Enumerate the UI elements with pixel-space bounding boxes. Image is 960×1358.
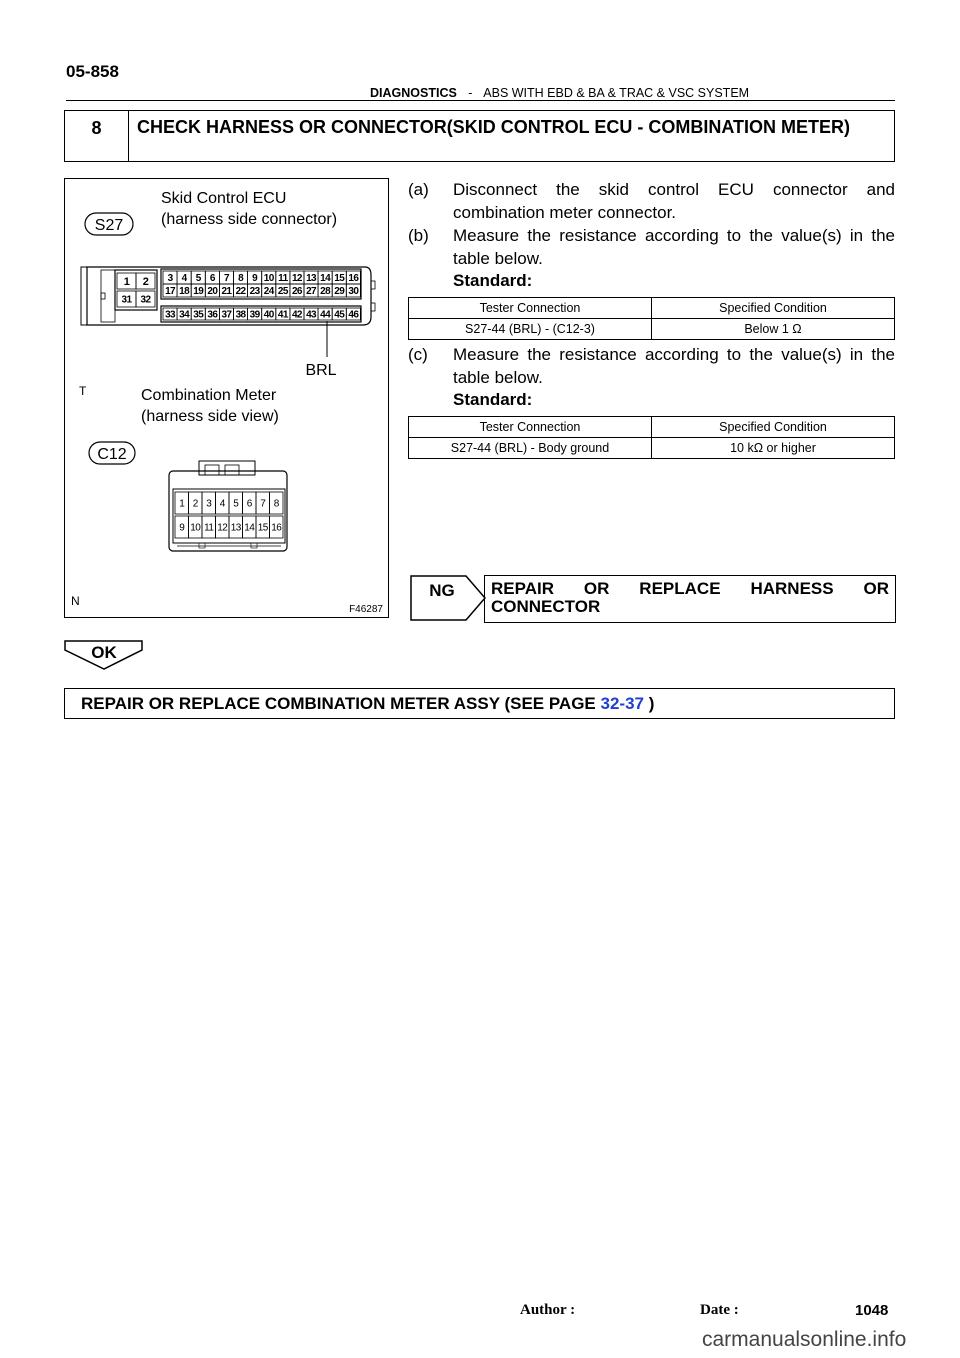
table-header-row (409, 417, 895, 438)
table-cell: 10 kΩ or higher (652, 438, 895, 459)
connector-pin-number: 8 (273, 498, 279, 510)
ng-label: NG (429, 581, 455, 600)
table-cell: S27-44 (BRL) - Body ground (409, 438, 652, 459)
connector-pin-number: 28 (320, 286, 331, 298)
connector-pin-number: 11 (278, 273, 288, 285)
page-number: 05-858 (66, 62, 119, 81)
connector-pin-number: 12 (217, 522, 228, 534)
final-action-box (64, 688, 895, 719)
connector-pin-number: 14 (320, 273, 331, 285)
ecu-code: S27 (94, 217, 124, 234)
stray-mark-n: N (71, 594, 80, 608)
meter-label-line1: Combination Meter (141, 387, 277, 404)
connector-pin-number: 39 (249, 309, 260, 321)
connector-pin-number: 7 (223, 273, 229, 285)
final-action-label: REPAIR OR REPLACE COMBINATION METER ASSY (SEE PAGE (81, 694, 596, 713)
header-section: DIAGNOSTICS (370, 86, 457, 100)
header-subsection: ABS WITH EBD & BA & TRAC & VSC SYSTEM (483, 86, 750, 100)
connector-pin-number: 32 (140, 294, 151, 306)
connector-pin-number: 25 (277, 286, 288, 298)
connector-pin-number: 6 (209, 273, 215, 285)
ok-result-tag (64, 640, 144, 670)
ok-label: OK (91, 643, 117, 662)
instruction-text: Measure the resistance according to the value(s) in the table below. (453, 226, 895, 268)
connector-diagram (65, 179, 388, 617)
connector-pin-number: 45 (334, 309, 345, 321)
instruction-a (408, 178, 898, 226)
connector-pin-number: 2 (142, 275, 149, 288)
connector-pin-number: 9 (179, 522, 185, 534)
connector-pin-number: 14 (244, 522, 255, 534)
final-action-close: ) (648, 694, 655, 713)
table-header-cell: Specified Condition (652, 298, 895, 319)
connector-pin-number: 11 (204, 522, 214, 534)
connector-pin-number: 26 (291, 286, 302, 298)
spec-table-2 (408, 416, 895, 459)
connector-pin-number: 15 (257, 522, 268, 534)
instruction-text: Measure the resistance according to the value(s) in the table below. (453, 345, 895, 387)
instruction-text: Disconnect the skid control ECU connector and combination meter connector. (453, 180, 895, 222)
connector-figure (64, 178, 389, 618)
header-title (370, 86, 749, 100)
instruction-label: (c) (408, 345, 428, 364)
connector-pin-number: 4 (219, 498, 225, 510)
ecu-label-line1: Skid Control ECU (161, 190, 287, 207)
table-row (409, 319, 895, 340)
connector-pin-number: 23 (249, 286, 260, 298)
step-title: CHECK HARNESS OR CONNECTOR(SKID CONTROL ECU - COMBINATION METER) (137, 117, 851, 137)
connector-pin-number: 17 (165, 286, 176, 298)
wire-label-brl: BRL (305, 362, 337, 379)
connector-pin-number: 46 (348, 309, 359, 321)
connector-pin-number: 24 (263, 286, 274, 298)
connector-pin-number: 5 (233, 498, 239, 510)
connector-pin-number: 21 (221, 286, 232, 298)
connector-pin-number: 8 (238, 273, 244, 285)
page-reference-link[interactable]: 32-37 (600, 694, 644, 713)
final-action-text (81, 694, 654, 714)
meter-connector (169, 461, 287, 551)
connector-pin-number: 43 (306, 309, 317, 321)
connector-pin-number: 3 (167, 273, 173, 285)
connector-pin-number: 10 (263, 273, 274, 285)
connector-pin-number: 36 (207, 309, 218, 321)
connector-pin-number: 42 (291, 309, 302, 321)
watermark: carmanualsonline.info (702, 1328, 907, 1351)
connector-pin-number: 9 (252, 273, 258, 285)
ng-result-tag (410, 575, 490, 621)
connector-pin-number: 31 (121, 294, 132, 306)
table-cell: S27-44 (BRL) - (C12-3) (409, 319, 652, 340)
header-rule (66, 100, 895, 101)
instruction-c (408, 343, 898, 391)
connector-pin-number: 19 (193, 286, 204, 298)
connector-pin-number: 10 (190, 522, 201, 534)
meter-label-line2: (harness side view) (141, 408, 279, 425)
connector-pin-number: 6 (246, 498, 252, 510)
connector-pin-number: 4 (181, 273, 187, 285)
connector-pin-number: 44 (320, 309, 331, 321)
step-number: 8 (65, 111, 129, 161)
figure-id: F46287 (349, 604, 383, 615)
instruction-label: (a) (408, 180, 429, 199)
connector-pin-number: 13 (230, 522, 241, 534)
ng-action-text: REPAIR OR REPLACE HARNESS OR CONNECTOR (491, 579, 889, 616)
connector-pin-number: 15 (334, 273, 345, 285)
ng-action-box (484, 575, 896, 623)
connector-pin-number: 22 (235, 286, 246, 298)
connector-pin-number: 3 (206, 498, 212, 510)
instruction-b (408, 224, 898, 272)
connector-pin-number: 37 (221, 309, 232, 321)
connector-pin-number: 40 (263, 309, 274, 321)
table-header-cell: Tester Connection (409, 417, 652, 438)
spec-table-1 (408, 297, 895, 340)
connector-pin-number: 30 (348, 286, 359, 298)
footer-page-number: 1048 (855, 1302, 889, 1319)
connector-pin-number: 33 (165, 309, 176, 321)
connector-pin-number: 12 (291, 273, 302, 285)
connector-pin-number: 16 (348, 273, 359, 285)
instruction-label: (b) (408, 226, 429, 245)
ecu-label-line2: (harness side connector) (161, 211, 338, 228)
connector-pin-number: 27 (306, 286, 317, 298)
connector-pin-number: 29 (334, 286, 345, 298)
connector-pin-number: 1 (123, 275, 130, 288)
standard-label-1: Standard: (453, 271, 533, 290)
connector-pin-number: 34 (179, 309, 190, 321)
connector-pin-number: 20 (207, 286, 218, 298)
header-separator: - (468, 86, 473, 100)
author-label: Author : (520, 1302, 576, 1318)
connector-pin-number: 16 (271, 522, 282, 534)
connector-pin-number: 35 (193, 309, 204, 321)
connector-pin-number: 13 (306, 273, 317, 285)
connector-pin-number: 1 (179, 498, 185, 510)
ecu-connector (81, 267, 375, 325)
connector-pin-number: 2 (192, 498, 198, 510)
connector-pin-number: 41 (277, 309, 288, 321)
table-header-row (409, 298, 895, 319)
connector-pin-number: 18 (179, 286, 190, 298)
table-header-cell: Tester Connection (409, 298, 652, 319)
connector-pin-number: 5 (195, 273, 201, 285)
date-label: Date : (700, 1302, 739, 1318)
table-cell: Below 1 Ω (652, 319, 895, 340)
connector-pin-number: 7 (260, 498, 266, 510)
connector-pin-number: 38 (235, 309, 246, 321)
standard-label-2: Standard: (453, 390, 533, 409)
step-header (64, 110, 895, 162)
table-header-cell: Specified Condition (652, 417, 895, 438)
table-row (409, 438, 895, 459)
meter-code: C12 (97, 446, 127, 463)
stray-mark-t: T (79, 384, 87, 398)
